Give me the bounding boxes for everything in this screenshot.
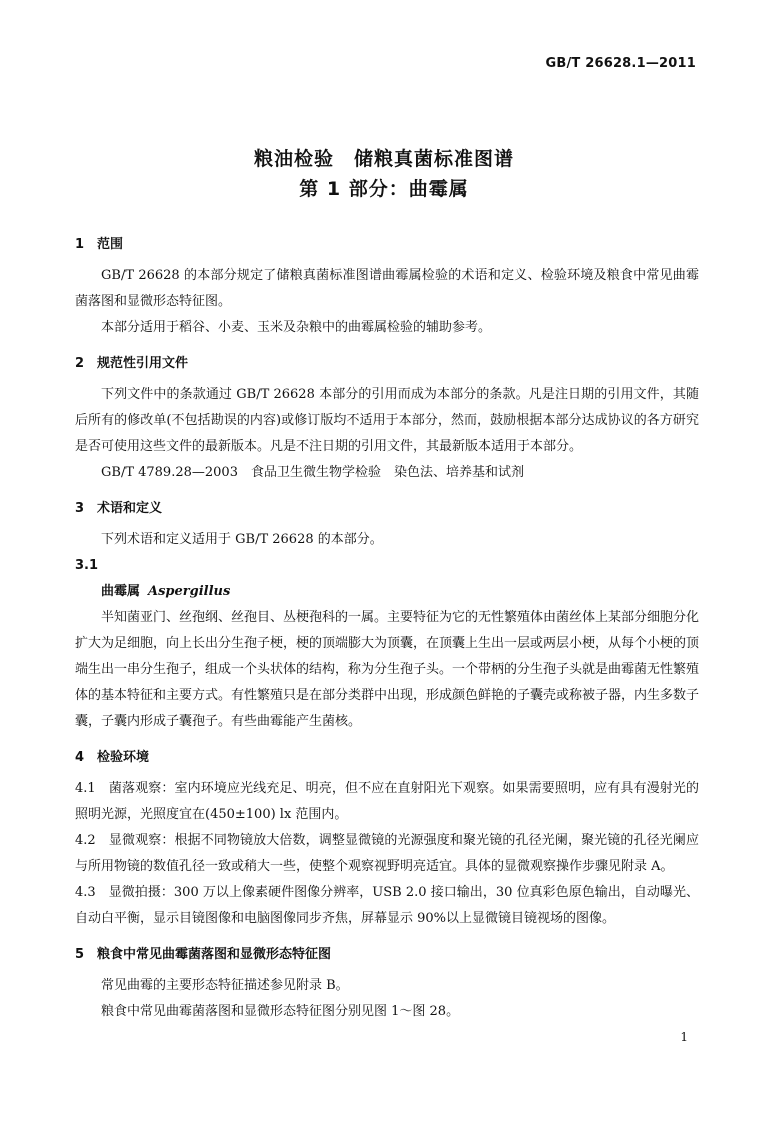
paragraph: 下列文件中的条款通过 GB/T 26628 本部分的引用而成为本部分的条款。凡是注日期的引用文件，其随后所有的修改单(不包括勘误的内容)或修订版均不适用于本部分，然而，鼓励根据本部分达成协议的各方研究是否可使用这些文件的最新版本。凡是不注日期的引用文件，其最新版本适用于本部分。 <box>75 387 699 454</box>
section-heading-normative-references <box>75 351 699 376</box>
section-number: 5 <box>75 947 85 962</box>
paragraph: 粮食中常见曲霉菌落图和显微形态特征图分别见图 1～图 28。 <box>101 1004 460 1019</box>
section-number: 1 <box>75 237 85 252</box>
section-heading-scope <box>75 232 699 257</box>
section-title: 术语和定义 <box>97 501 163 516</box>
standard-code: GB/T 26628.1—2011 <box>545 56 696 71</box>
document-body <box>75 232 699 1025</box>
paragraph: GB/T 26628 的本部分规定了储粮真菌标准图谱曲霉属检验的术语和定义、检验环境及粮食中常见曲霉菌落图和显微形态特征图。 <box>75 268 699 309</box>
section-number: 3 <box>75 501 85 516</box>
referenced-document: GB/T 4789.28—2003 食品卫生微生物学检验 染色法、培养基和试剂 <box>101 465 524 480</box>
document-subtitle: 第 1 部分：曲霉属 <box>299 178 469 200</box>
clause-4-2: 4.2 显微观察：根据不同物镜放大倍数，调整显微镜的光源强度和聚光镜的孔径光阑，聚光镜的孔径光阑应与所用物镜的数值孔径一致或稍大一些，使整个观察视野明亮适宜。具体的显微观察操作步骤见附录 A。 <box>75 833 699 874</box>
section-title: 检验环境 <box>97 750 150 765</box>
section-title: 范围 <box>97 237 124 252</box>
section-title: 粮食中常见曲霉菌落图和显微形态特征图 <box>97 947 332 962</box>
section-title: 规范性引用文件 <box>97 356 189 371</box>
document-title: 粮油检验 储粮真菌标准图谱 <box>253 148 514 170</box>
term-chinese: 曲霉属 <box>101 584 141 599</box>
paragraph: 本部分适用于稻谷、小麦、玉米及杂粮中的曲霉属检验的辅助参考。 <box>101 320 492 335</box>
section-heading-figures <box>75 942 699 967</box>
clause-4-1: 4.1 菌落观察：室内环境应光线充足、明亮，但不应在直射阳光下观察。如果需要照明，应有具有漫射光的照明光源，光照度宜在(450±100) lx 范围内。 <box>75 781 699 822</box>
paragraph: 下列术语和定义适用于 GB/T 26628 的本部分。 <box>101 532 383 547</box>
term-latin: Aspergillus <box>148 584 231 599</box>
term-entry <box>101 579 699 605</box>
paragraph: 常见曲霉的主要形态特征描述参见附录 B。 <box>101 978 349 993</box>
page-number: 1 <box>680 1030 688 1044</box>
section-heading-environment <box>75 745 699 770</box>
section-number: 4 <box>75 750 85 765</box>
section-heading-terms <box>75 496 699 521</box>
section-number: 2 <box>75 356 85 371</box>
clause-4-3: 4.3 显微拍摄：300 万以上像素硬件图像分辨率，USB 2.0 接口输出，30 位真彩色原色输出，自动曝光、自动白平衡，显示目镜图像和电脑图像同步齐焦，屏幕显示 90%以上显微镜目镜视场的图像。 <box>75 885 699 926</box>
term-definition: 半知菌亚门、丝孢纲、丝孢目、丛梗孢科的一属。主要特征为它的无性繁殖体由菌丝体上某部分细胞分化扩大为足细胞，向上长出分生孢子梗，梗的顶端膨大为顶囊，在顶囊上生出一层或两层小梗，从每个小梗的顶端生出一串分生孢子，组成一个头状体的结构，称为分生孢子头。一个带柄的分生孢子头就是曲霉菌无性繁殖体的基本特征和主要方式。有性繁殖只是在部分类群中出现，形成颜色鲜艳的子囊壳或称被子器，内生多数子囊，子囊内形成子囊孢子。有些曲霉能产生菌核。 <box>75 610 700 729</box>
term-number: 3.1 <box>75 558 99 573</box>
